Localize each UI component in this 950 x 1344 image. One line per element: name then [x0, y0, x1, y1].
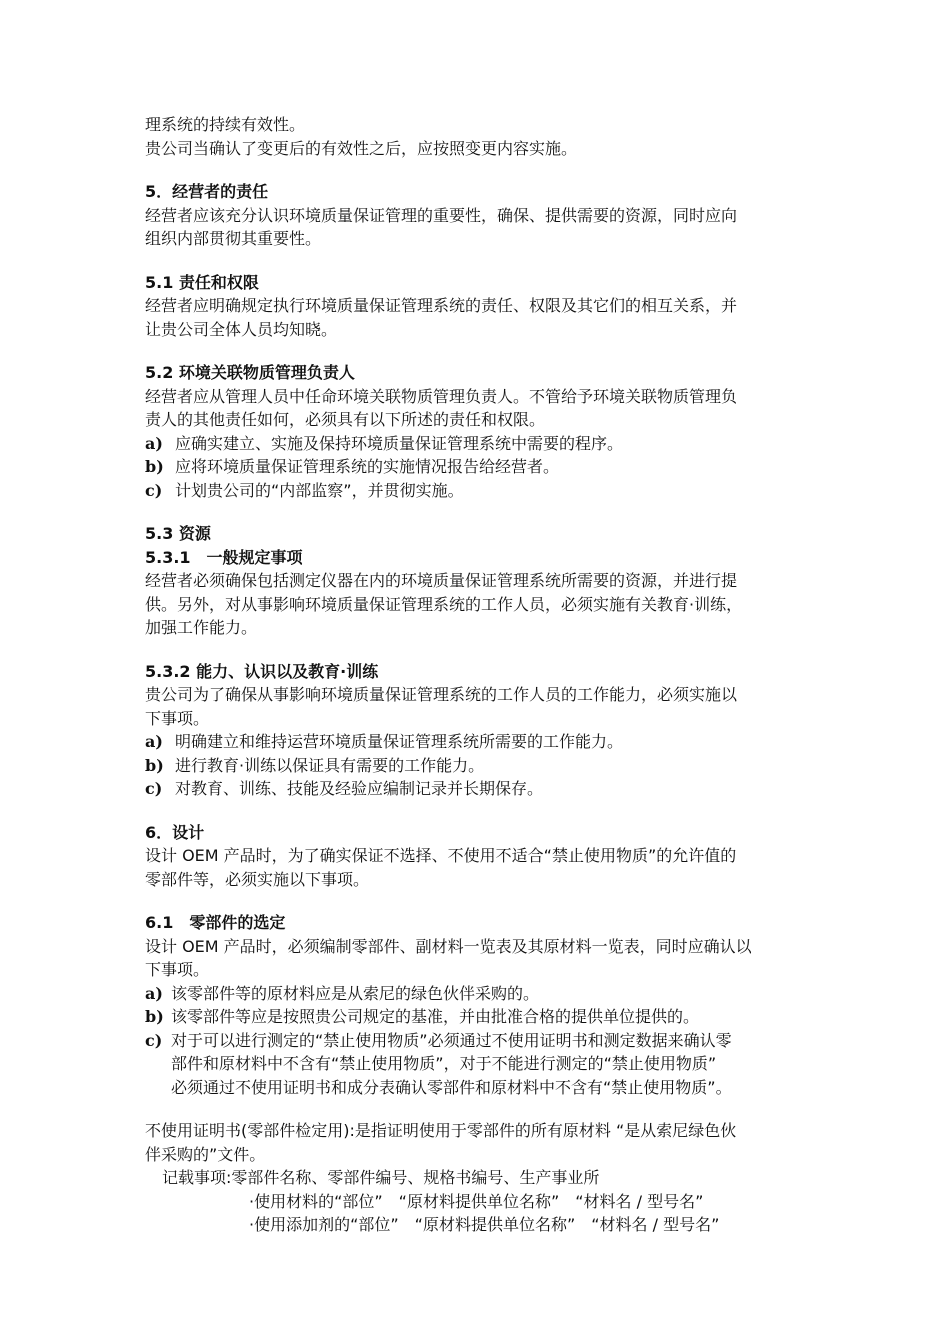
cert-record-sub-2: ·使用添加剂的“部位” “原材料提供单位名称” “材料名 / 型号名”: [249, 1215, 720, 1234]
list-label: c): [145, 1030, 163, 1050]
section-5-2-heading: 5.2 环境关联物质管理负责人: [145, 363, 355, 382]
section-6-text-1: 设计 OEM 产品时，为了确实保证不选择、不使用不适合“禁止使用物质”的允许值的: [145, 846, 737, 865]
list-label: b): [145, 457, 164, 476]
section-5-1-text-2: 让贵公司全体人员均知晓。: [145, 319, 338, 339]
list-text: 明确建立和维持运营环境质量保证管理系统所需要的工作能力。: [175, 732, 624, 751]
section-6-text-2: 零部件等，必须实施以下事项。: [145, 869, 370, 889]
list-label: a): [145, 983, 163, 1003]
section-6-heading: 6．设计: [145, 822, 205, 842]
list-text-line: 部件和原材料中不含有“禁止使用物质”，对于不能进行测定的“禁止使用物质”: [171, 1054, 717, 1073]
list-item: [145, 1005, 810, 1029]
section-5-3-heading: 5.3 资源: [145, 524, 211, 543]
section-5-3-1-text-1: 经营者必须确保包括测定仪器在内的环境质量保证管理系统所需要的资源，并进行提: [145, 571, 738, 590]
list-label: a): [145, 433, 163, 453]
section-5-3-1-text-2: 供。另外，对从事影响环境质量保证管理系统的工作人员，必须实施有关教育·训练，: [145, 594, 743, 614]
list-text: 该零部件等应是按照贵公司规定的基准，并由批准合格的提供单位提供的。: [171, 1007, 700, 1026]
list-item: [145, 479, 810, 503]
list-text-block: [171, 1029, 810, 1100]
list-item: [145, 982, 810, 1006]
section-5-3-2-text-1: 贵公司为了确保从事影响环境质量保证管理系统的工作人员的工作能力，必须实施以: [145, 685, 738, 704]
list-text: 该零部件等的原材料应是从索尼的绿色伙伴采购的。: [171, 983, 540, 1003]
list-text-line: 对于可以进行测定的“禁止使用物质”必须通过不使用证明书和测定数据来确认零: [171, 1030, 732, 1050]
section-5-1-heading: 5.1 责任和权限: [145, 272, 259, 292]
section-5-3-1-text-3: 加强工作能力。: [145, 618, 258, 637]
section-5-heading: 5．经营者的责任: [145, 182, 269, 201]
document-page: [145, 113, 810, 1237]
section-5-2-text-1: 经营者应从管理人员中任命环境关联物质管理负责人。不管给予环境关联物质管理负: [145, 386, 738, 406]
section-6-1-heading: 6.1 零部件的选定: [145, 913, 286, 932]
list-item: [145, 455, 810, 479]
list-item: [145, 730, 810, 754]
list-label: b): [145, 755, 164, 775]
section-5-3-2-text-2: 下事项。: [145, 708, 210, 728]
section-5-text-2: 组织内部贯彻其重要性。: [145, 229, 322, 248]
section-5-1-text-1: 经营者应明确规定执行环境质量保证管理系统的责任、权限及其它们的相互关系，并: [145, 296, 738, 315]
list-item: [145, 777, 810, 801]
list-label: c): [145, 480, 163, 500]
list-text: 进行教育·训练以保证具有需要的工作能力。: [175, 755, 485, 775]
list-text-line: 必须通过不使用证明书和成分表确认零部件和原材料中不含有“禁止使用物质”。: [171, 1077, 732, 1097]
section-5-text-1: 经营者应该充分认识环境质量保证管理的重要性，确保、提供需要的资源，同时应向: [145, 205, 738, 225]
list-text: 应确实建立、实施及保持环境质量保证管理系统中需要的程序。: [175, 433, 624, 453]
list-item: [145, 754, 810, 778]
section-5-2-text-2: 责人的其他责任如何，必须具有以下所述的责任和权限。: [145, 410, 546, 429]
intro-line-2: 贵公司当确认了变更后的有效性之后，应按照变更内容实施。: [145, 138, 578, 158]
cert-record-sub-1: ·使用材料的“部位” “原材料提供单位名称” “材料名 / 型号名”: [249, 1191, 704, 1211]
cert-record-items: 记载事项:零部件名称、零部件编号、规格书编号、生产事业所: [162, 1168, 600, 1187]
list-label: c): [145, 779, 163, 798]
list-text: 对教育、训练、技能及经验应编制记录并长期保存。: [175, 779, 544, 798]
list-item: [145, 1029, 810, 1100]
list-text: 计划贵公司的“内部监察”，并贯彻实施。: [175, 480, 464, 500]
cert-definition-2: 伴采购的”文件。: [145, 1144, 266, 1164]
section-5-3-1-heading: 5.3.1 一般规定事项: [145, 547, 303, 567]
list-label: b): [145, 1007, 164, 1026]
section-5-3-2-heading: 5.3.2 能力、认识以及教育·训练: [145, 661, 379, 681]
section-6-1-text-1: 设计 OEM 产品时，必须编制零部件、副材料一览表及其原材料一览表，同时应确认以: [145, 936, 752, 956]
cert-definition-1: 不使用证明书(零部件检定用):是指证明使用于零部件的所有原材料 “是从索尼绿色伙: [145, 1121, 737, 1140]
section-6-1-text-2: 下事项。: [145, 960, 210, 979]
intro-line-1: 理系统的持续有效性。: [145, 115, 306, 134]
list-text: 应将环境质量保证管理系统的实施情况报告给经营者。: [175, 457, 560, 476]
list-label: a): [145, 732, 163, 751]
list-item: [145, 432, 810, 456]
